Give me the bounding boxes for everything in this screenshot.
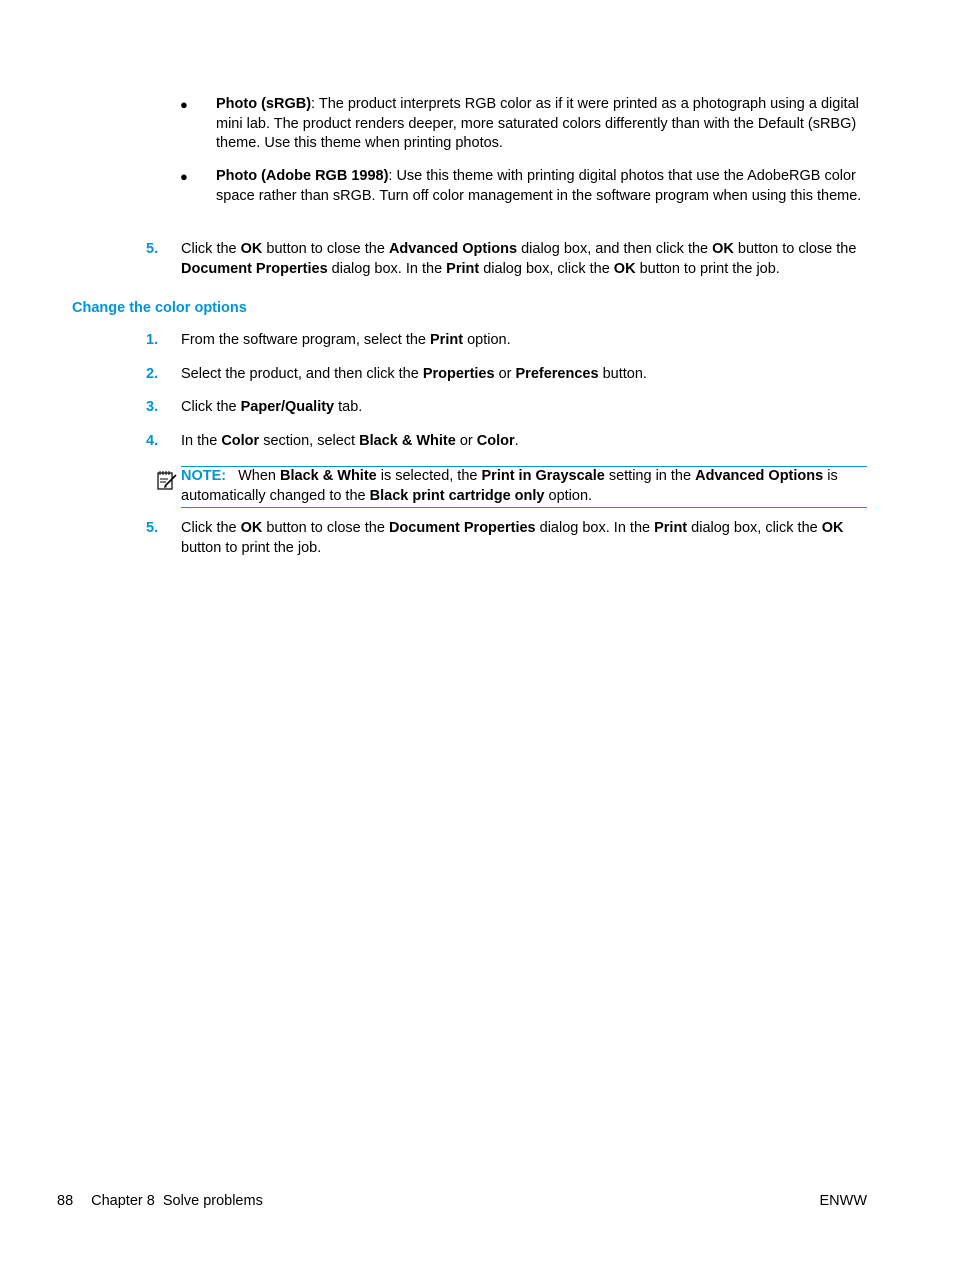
step-1 — [181, 331, 871, 351]
step-text: Click the — [181, 399, 241, 415]
bullet-photo-adobe-rgb — [216, 167, 871, 206]
note-label: NOTE: — [181, 468, 227, 484]
step-text: dialog box. In the — [535, 520, 655, 536]
bullet-dot: ● — [180, 169, 188, 184]
note-text: option. — [544, 487, 593, 504]
ui-term: Print in Grayscale — [481, 468, 605, 484]
step-text: Click the — [181, 520, 241, 536]
step-text: button to print the job. — [635, 260, 780, 277]
note-text: When — [238, 468, 281, 484]
step-text: . — [514, 433, 519, 449]
step-4 — [181, 432, 871, 452]
bullet-label: Photo (Adobe RGB 1998) — [216, 168, 389, 184]
bullet-dot: ● — [180, 97, 188, 112]
ui-term: Advanced Options — [388, 241, 518, 257]
ui-term: OK — [712, 241, 734, 257]
step-5-advanced-options — [181, 240, 871, 279]
step-2 — [181, 365, 871, 385]
ui-term: OK — [240, 241, 263, 257]
step-number: 1. — [146, 332, 159, 348]
step-text: section, select — [259, 433, 360, 449]
note-text: is selected, the — [376, 468, 482, 484]
step-text: button. — [598, 366, 647, 382]
note-box — [181, 466, 867, 508]
step-number: 2. — [146, 366, 159, 382]
step-text: dialog box, click the — [479, 260, 614, 277]
step-text: or — [455, 433, 477, 449]
ui-term: Print — [430, 332, 464, 348]
step-text: Select the product, and then click the — [181, 366, 423, 382]
step-text: or — [494, 366, 516, 382]
section-heading: Change the color options — [72, 300, 247, 316]
step-number: 5. — [146, 520, 159, 536]
chapter-label: Chapter 8 — [91, 1193, 155, 1209]
step-text: option. — [463, 332, 511, 348]
ui-term: Advanced Options — [695, 468, 824, 484]
bullet-label: Photo (sRGB) — [216, 96, 312, 112]
note-pad-pencil-icon — [156, 469, 178, 491]
bullet-text: : The product interprets RGB color as if it were printed as a photograph using a digital mini lab. The product renders deeper, more saturated colors differently than with the Default (sRBG) theme. Use this theme when printing photos. — [216, 96, 859, 151]
ui-term: Paper/Quality — [240, 399, 335, 415]
note-text: is automatically changed to the — [181, 468, 838, 504]
step-3 — [181, 398, 871, 418]
ui-term: OK — [240, 520, 263, 536]
ui-term: Black print cartridge only — [369, 487, 545, 504]
step-text: dialog box, click the — [687, 520, 822, 536]
ui-term: Print — [654, 520, 688, 536]
chapter-title: Solve problems — [162, 1193, 263, 1209]
step-5-document-properties — [181, 519, 871, 558]
step-text: From the software program, select the — [181, 332, 431, 348]
step-text: In the — [181, 433, 222, 449]
step-text: button to close the — [262, 520, 389, 536]
step-text: Click the — [181, 241, 241, 257]
step-text: tab. — [334, 399, 363, 415]
ui-term: Print — [446, 260, 480, 277]
step-number: 5. — [146, 241, 159, 257]
ui-term: Document Properties — [181, 260, 328, 277]
bullet-text: : Use this theme with printing digital photos that use the AdobeRGB color space rather than sRGB. Turn off color management in the software program when using this theme. — [216, 168, 862, 204]
step-number: 4. — [146, 433, 159, 449]
ui-term: Document Properties — [388, 520, 536, 536]
ui-term: OK — [821, 520, 844, 536]
page-footer-right: ENWW — [819, 1193, 867, 1209]
ui-term: Black & White — [280, 468, 377, 484]
ui-term: OK — [613, 260, 636, 277]
note-text: setting in the — [604, 468, 696, 484]
bullet-photo-srgb — [216, 95, 871, 154]
ui-term: Preferences — [515, 366, 599, 382]
ui-term: Black & White — [359, 433, 456, 449]
step-text: dialog box, and then click the — [517, 241, 713, 257]
step-text: button to close the — [733, 241, 857, 257]
step-text: button to print the job. — [181, 539, 322, 556]
page-footer-left — [57, 1192, 263, 1212]
ui-term: Color — [221, 433, 260, 449]
ui-term: Color — [476, 433, 515, 449]
step-text: dialog box. In the — [327, 260, 447, 277]
step-text: button to close the — [262, 241, 389, 257]
ui-term: Properties — [422, 366, 495, 382]
page-number: 88 — [57, 1193, 74, 1209]
step-number: 3. — [146, 399, 159, 415]
